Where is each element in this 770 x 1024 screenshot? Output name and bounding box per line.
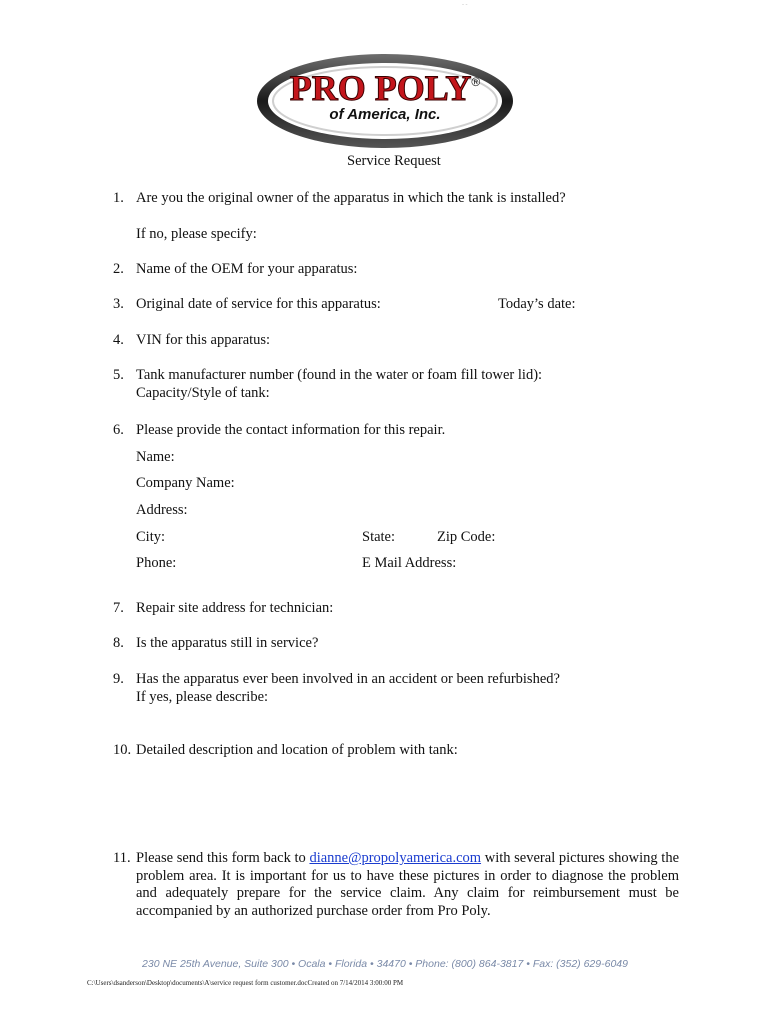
zip-code-label: Zip Code:	[437, 529, 496, 545]
registered-mark: ®	[471, 75, 481, 89]
q5-number: 5.	[113, 367, 124, 383]
logo-subtitle: of America, Inc.	[329, 106, 441, 123]
q5-text: Tank manufacturer number (found in the water or foam fill tower lid):	[136, 367, 543, 383]
top-mark: - -	[462, 2, 468, 8]
q9-sub: If yes, please describe:	[136, 689, 269, 705]
q5-sub: Capacity/Style of tank:	[136, 385, 270, 401]
logo-brand: PRO POLY	[289, 68, 472, 108]
q11-text-after: with several pictures showing the problem area. It is important for us to have these pictures in order to diagnose the problem and adequately prepare for the service claim. Any claim for reimbursement must be accompanied by an authorized purchase order from Pro Poly.	[136, 850, 679, 919]
q1-sub: If no, please specify:	[136, 226, 257, 242]
state-label: State:	[362, 529, 396, 545]
q6-number: 6.	[113, 422, 124, 438]
email-link[interactable]: dianne@propolyamerica.com	[309, 850, 482, 866]
q2-number: 2.	[113, 261, 124, 277]
q2-text: Name of the OEM for your apparatus:	[136, 261, 358, 277]
email-address-label: E Mail Address:	[362, 555, 457, 571]
q4-text: VIN for this apparatus:	[136, 332, 271, 348]
file-path-line: C:\Users\dsanderson\Desktop\documents\A\service request form customer.docCreated on 7/14/2014 3:00:00 PM	[87, 979, 404, 987]
q7-number: 7.	[113, 600, 124, 616]
q11-text	[136, 850, 679, 920]
q4-number: 4.	[113, 332, 124, 348]
q1-text: Are you the original owner of the apparatus in which the tank is installed?	[136, 190, 566, 206]
q3-number: 3.	[113, 296, 124, 312]
q10-number: 10.	[113, 742, 132, 758]
q7-text: Repair site address for technician:	[136, 600, 334, 616]
address-label: Address:	[136, 502, 188, 518]
footer-address: 230 NE 25th Avenue, Suite 300 • Ocala • Florida • 34470 • Phone: (800) 864-3817 • Fax: (352) 629-6049	[142, 958, 628, 970]
company-name-label: Company Name:	[136, 475, 235, 491]
contact-name-label: Name:	[136, 449, 175, 465]
phone-label: Phone:	[136, 555, 177, 571]
q9-text: Has the apparatus ever been involved in an accident or been refurbished?	[136, 671, 560, 687]
q6-text: Please provide the contact information for this repair.	[136, 422, 446, 438]
q3-today: Today’s date:	[498, 296, 576, 312]
q9-number: 9.	[113, 671, 124, 687]
page-title: Service Request	[347, 153, 441, 169]
q1-number: 1.	[113, 190, 124, 206]
city-label: City:	[136, 529, 166, 545]
pro-poly-logo	[255, 51, 515, 151]
q11-text-before: Please send this form back to	[136, 850, 310, 866]
q3-text: Original date of service for this apparatus:	[136, 296, 381, 312]
q10-text: Detailed description and location of problem with tank:	[136, 742, 458, 758]
q11-number: 11.	[113, 850, 131, 866]
q8-number: 8.	[113, 635, 124, 651]
q8-text: Is the apparatus still in service?	[136, 635, 319, 651]
